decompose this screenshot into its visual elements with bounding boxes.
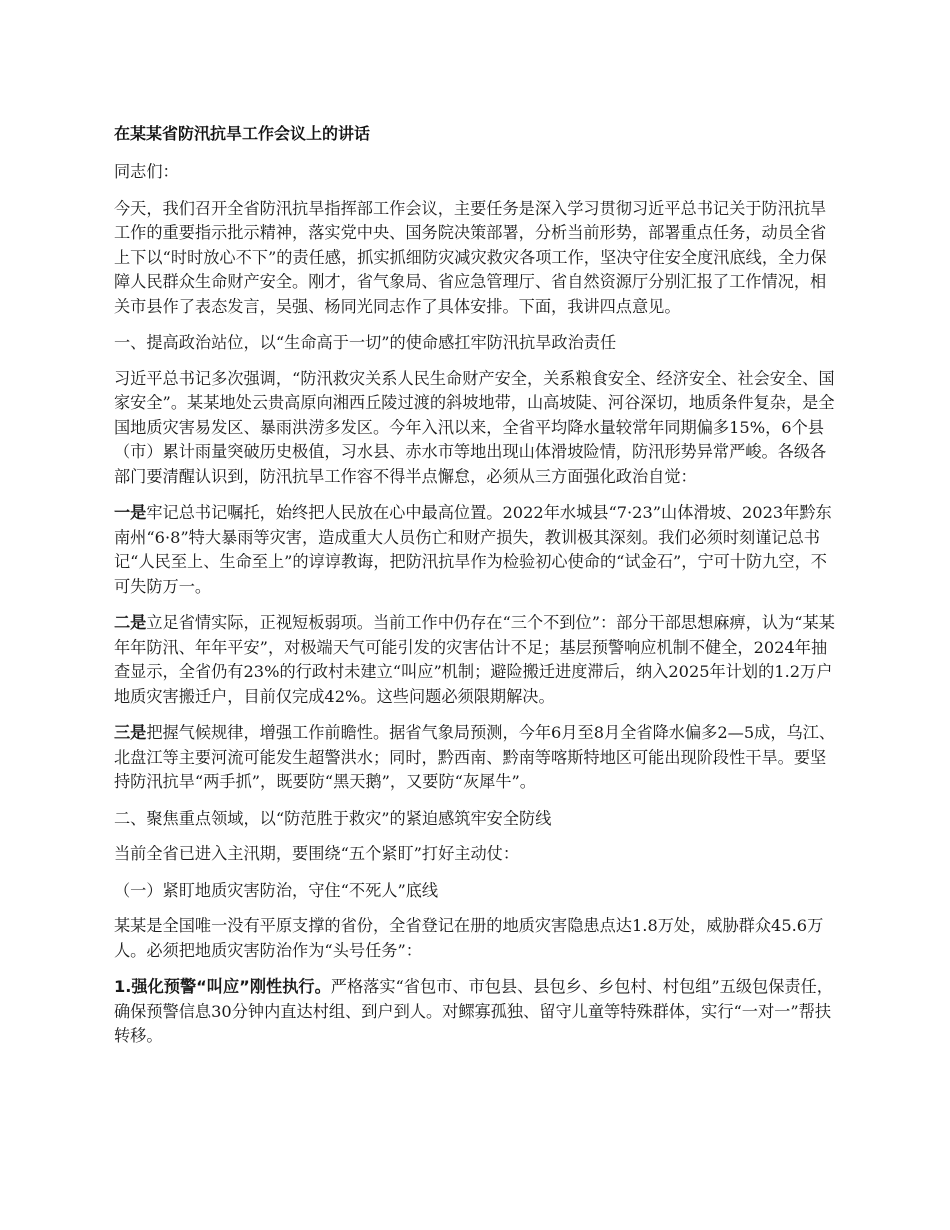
item-lead: 1.强化预警“叫应”刚性执行。 <box>114 977 331 996</box>
subsection-1-heading: （一）紧盯地质灾害防治，守住“不死人”底线 <box>114 880 439 900</box>
section-2-heading: 二、聚焦重点领域，以“防范胜于救灾”的紧迫感筑牢安全防线 <box>114 808 552 828</box>
section-1-heading: 一、提高政治站位，以“生命高于一切”的使命感扛牢防汛抗旱政治责任 <box>114 333 617 352</box>
document-page <box>114 122 840 1061</box>
salutation: 同志们： <box>114 162 179 181</box>
section-2-intro: 当前全省已进入主汛期，要围绕“五个紧盯”打好主动仗： <box>114 844 520 863</box>
item-paragraph <box>114 975 840 1049</box>
point-text: 把握气候规律，增强工作前瞻性。据省气象局预测，今年6月至8月全省降水偏多2—5成，乌江、北盘江等主要河流可能发生超警洪水；同时，黔西南、黔南等喀斯特地区可能出现阶段性干旱。要坚持防汛抗旱“两手抓”，既要防“黑天鹅”，又要防“灰犀牛”。 <box>114 723 836 791</box>
item-text: 严格落实“省包市、市包县、县包乡、乡包村、村包组”五级包保责任，确保预警信息30分钟内直达村组、到户到人。对鳏寡孤独、留守儿童等特殊群体，实行“一对一”帮扶转移。 <box>114 977 833 1045</box>
document-title: 在某某省防汛抗旱工作会议上的讲话 <box>114 124 371 143</box>
point-text: 立足省情实际，正视短板弱项。当前工作中仍存在“三个不到位”：部分干部思想麻痹，认为“某某年年防汛、年年平安”，对极端天气可能引发的灾害估计不足；基层预警响应机制不健全，2024年抽查显示，全省仍有23%的行政村未建立“叫应”机制；避险搬迁进度滞后，纳入2025年计划的1.2万户地质灾害搬迁户，目前仅完成42%。这些问题必须限期解决。 <box>114 613 835 706</box>
intro-paragraph: 今天，我们召开全省防汛抗旱指挥部工作会议，主要任务是深入学习贯彻习近平总书记关于防汛抗旱工作的重要指示批示精神，落实党中央、国务院决策部署，分析当前形势，部署重点任务，动员全省上下以“时时放心不下”的责任感，抓实抓细防灾减灾救灾各项工作，坚决守住安全度汛底线，全力保障人民群众生命财产安全。刚才，省气象局、省应急管理厅、省自然资源厅分别汇报了工作情况，相关市县作了表态发言，吴强、杨同光同志作了具体安排。下面，我讲四点意见。 <box>114 198 827 316</box>
point-paragraph <box>114 501 840 599</box>
point-paragraph <box>114 721 840 795</box>
section-1-body: 习近平总书记多次强调，“防汛救灾关系人民生命财产安全，关系粮食安全、经济安全、社会安全、国家安全”。某某地处云贵高原向湘西丘陵过渡的斜坡地带，山高坡陡、河谷深切，地质条件复杂，是全国地质灾害易发区、暴雨洪涝多发区。今年入汛以来，全省平均降水量较常年同期偏多15%，6个县（市）累计雨量突破历史极值，习水县、赤水市等地出现山体滑坡险情，防汛形势异常严峻。各级各部门要清醒认识到，防汛抗旱工作容不得半点懈怠，必须从三方面强化政治自觉： <box>114 368 835 486</box>
point-lead: 一是 <box>114 503 147 522</box>
point-paragraph <box>114 611 840 709</box>
point-lead: 二是 <box>114 613 147 632</box>
point-text: 牢记总书记嘱托，始终把人民放在心中最高位置。2022年水城县“7·23”山体滑坡、2023年黔东南州“6·8”特大暴雨等灾害，造成重大人员伤亡和财产损失，教训极其深刻。我们必须时刻谨记总书记“人民至上、生命至上”的谆谆教诲，把防汛抗旱作为检验初心使命的“试金石”，宁可十防九空，不可失防万一。 <box>114 503 832 596</box>
subsection-1-body: 某某是全国唯一没有平原支撑的省份，全省登记在册的地质灾害隐患点达1.8万处，威胁群众45.6万人。必须把地质灾害防治作为“头号任务”： <box>114 916 824 960</box>
point-lead: 三是 <box>114 723 147 742</box>
